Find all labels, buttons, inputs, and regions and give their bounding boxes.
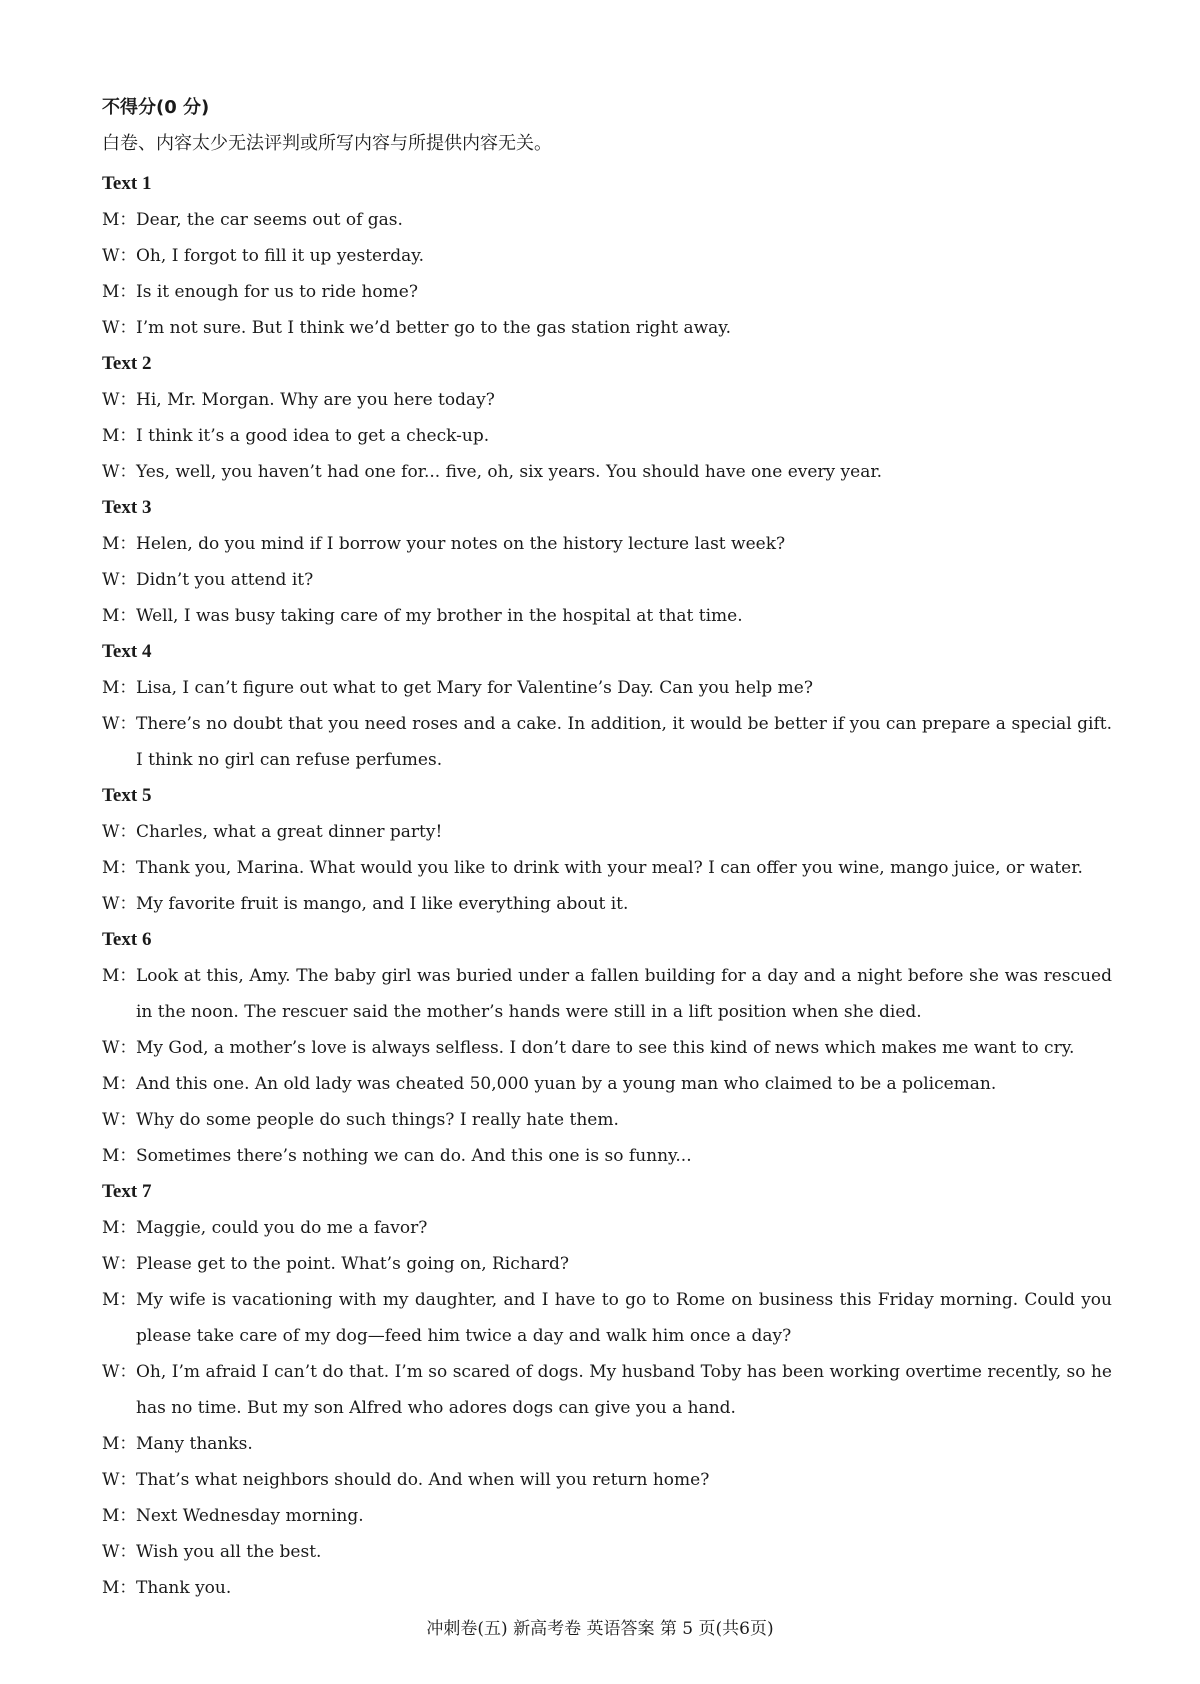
dialogue-line [102,1570,1112,1606]
speaker-label: M： [102,534,137,554]
score-heading: 不得分(0 分) [102,97,210,118]
transcript-sections [102,166,1112,1606]
speaker-label: W： [102,390,137,410]
dialogue-line [102,1282,1112,1354]
speaker-label: W： [102,1254,137,1274]
speaker-label: M： [102,1434,137,1454]
speaker-label: M： [102,966,137,986]
dialogue-line [102,886,1112,922]
dialogue-text: Sometimes there’s nothing we can do. And this one is so funny... [136,1146,692,1166]
dialogue-line [102,670,1112,706]
dialogue-line [102,1354,1112,1426]
section-title: Text 3 [102,497,152,518]
dialogue-text: Thank you. [136,1578,232,1598]
speaker-label: W： [102,1110,137,1130]
section-title: Text 4 [102,641,152,662]
dialogue-line [102,1498,1112,1534]
dialogue-line [102,202,1112,238]
speaker-label: W： [102,246,137,266]
dialogue-text: Dear, the car seems out of gas. [136,210,403,230]
speaker-label: W： [102,714,137,734]
section-title: Text 1 [102,173,152,194]
speaker-label: M： [102,606,137,626]
dialogue-line [102,1210,1112,1246]
transcript-section [102,922,1112,1174]
page-footer: 冲刺卷(五) 新高考卷 英语答案 第 5 页(共6页) [426,1619,774,1639]
speaker-label: M： [102,1506,137,1526]
dialogue-text: Charles, what a great dinner party! [136,822,443,842]
transcript-section [102,166,1112,346]
dialogue-line [102,706,1112,778]
dialogue-line [102,958,1112,1030]
dialogue-text: Please get to the point. What’s going on, Richard? [136,1254,569,1274]
dialogue-text: Why do some people do such things? I really hate them. [136,1110,619,1130]
dialogue-line [102,1246,1112,1282]
dialogue-text: Next Wednesday morning. [136,1506,364,1526]
dialogue-text: My favorite fruit is mango, and I like everything about it. [136,894,629,914]
speaker-label: W： [102,1362,137,1382]
dialogue-text: Lisa, I can’t figure out what to get Mary for Valentine’s Day. Can you help me? [136,678,813,698]
dialogue-text: My God, a mother’s love is always selfless. I don’t dare to see this kind of news which makes me want to cry. [136,1038,1075,1058]
dialogue-text: Helen, do you mind if I borrow your notes on the history lecture last week? [136,534,786,554]
transcript-section [102,1174,1112,1606]
speaker-label: M： [102,1290,137,1310]
dialogue-text: Well, I was busy taking care of my brother in the hospital at that time. [136,606,743,626]
dialogue-text: Hi, Mr. Morgan. Why are you here today? [136,390,495,410]
speaker-label: W： [102,894,137,914]
dialogue-line [102,562,1112,598]
dialogue-text: Oh, I’m afraid I can’t do that. I’m so scared of dogs. My husband Toby has been working overtime recently, so he has no time. But my son Alfred who adores dogs can give you a hand. [136,1362,1112,1418]
transcript-section [102,346,1112,490]
transcript-section [102,634,1112,778]
dialogue-line [102,598,1112,634]
speaker-label: M： [102,426,137,446]
dialogue-text: Yes, well, you haven’t had one for... five, oh, six years. You should have one every year. [136,462,883,482]
speaker-label: W： [102,570,137,590]
speaker-label: W： [102,1470,137,1490]
dialogue-line [102,418,1112,454]
dialogue-line [102,382,1112,418]
dialogue-line [102,1030,1112,1066]
dialogue-text: There’s no doubt that you need roses and a cake. In addition, it would be better if you can prepare a special gift. I think no girl can refuse perfumes. [136,714,1112,770]
dialogue-line [102,1462,1112,1498]
dialogue-text: Didn’t you attend it? [136,570,314,590]
dialogue-text: I’m not sure. But I think we’d better go to the gas station right away. [136,318,732,338]
speaker-label: W： [102,822,137,842]
speaker-label: W： [102,462,137,482]
dialogue-text: I think it’s a good idea to get a check-up. [136,426,490,446]
speaker-label: W： [102,318,137,338]
speaker-label: M： [102,1578,137,1598]
speaker-label: M： [102,678,137,698]
dialogue-text: Oh, I forgot to fill it up yesterday. [136,246,424,266]
document-body [102,94,1112,1606]
dialogue-line [102,310,1112,346]
speaker-label: M： [102,858,137,878]
dialogue-line [102,1138,1112,1174]
dialogue-line [102,1066,1112,1102]
transcript-section [102,490,1112,634]
dialogue-line [102,454,1112,490]
section-title: Text 2 [102,353,152,374]
dialogue-text: Wish you all the best. [136,1542,322,1562]
speaker-label: M： [102,282,137,302]
score-description: 白卷、内容太少无法评判或所写内容与所提供内容无关。 [102,133,552,154]
speaker-label: M： [102,1074,137,1094]
speaker-label: W： [102,1542,137,1562]
dialogue-line [102,1534,1112,1570]
dialogue-text: And this one. An old lady was cheated 50,000 yuan by a young man who claimed to be a policeman. [136,1074,997,1094]
section-title: Text 7 [102,1181,152,1202]
dialogue-text: Maggie, could you do me a favor? [136,1218,428,1238]
speaker-label: M： [102,1218,137,1238]
dialogue-text: My wife is vacationing with my daughter, and I have to go to Rome on business this Friday morning. Could you please take care of my dog—feed him twice a day and walk him once a day? [136,1290,1112,1346]
speaker-label: W： [102,1038,137,1058]
dialogue-line [102,526,1112,562]
dialogue-line [102,238,1112,274]
dialogue-line [102,850,1112,886]
dialogue-text: Look at this, Amy. The baby girl was buried under a fallen building for a day and a night before she was rescued in the noon. The rescuer said the mother’s hands were still in a lift position when she died. [136,966,1112,1022]
section-title: Text 6 [102,929,152,950]
dialogue-text: Is it enough for us to ride home? [136,282,418,302]
transcript-section [102,778,1112,922]
speaker-label: M： [102,210,137,230]
speaker-label: M： [102,1146,137,1166]
dialogue-line [102,274,1112,310]
section-title: Text 5 [102,785,152,806]
dialogue-text: Many thanks. [136,1434,253,1454]
dialogue-line [102,1102,1112,1138]
dialogue-line [102,1426,1112,1462]
dialogue-line [102,814,1112,850]
dialogue-text: Thank you, Marina. What would you like to drink with your meal? I can offer you wine, mango juice, or water. [136,858,1083,878]
dialogue-text: That’s what neighbors should do. And when will you return home? [136,1470,710,1490]
